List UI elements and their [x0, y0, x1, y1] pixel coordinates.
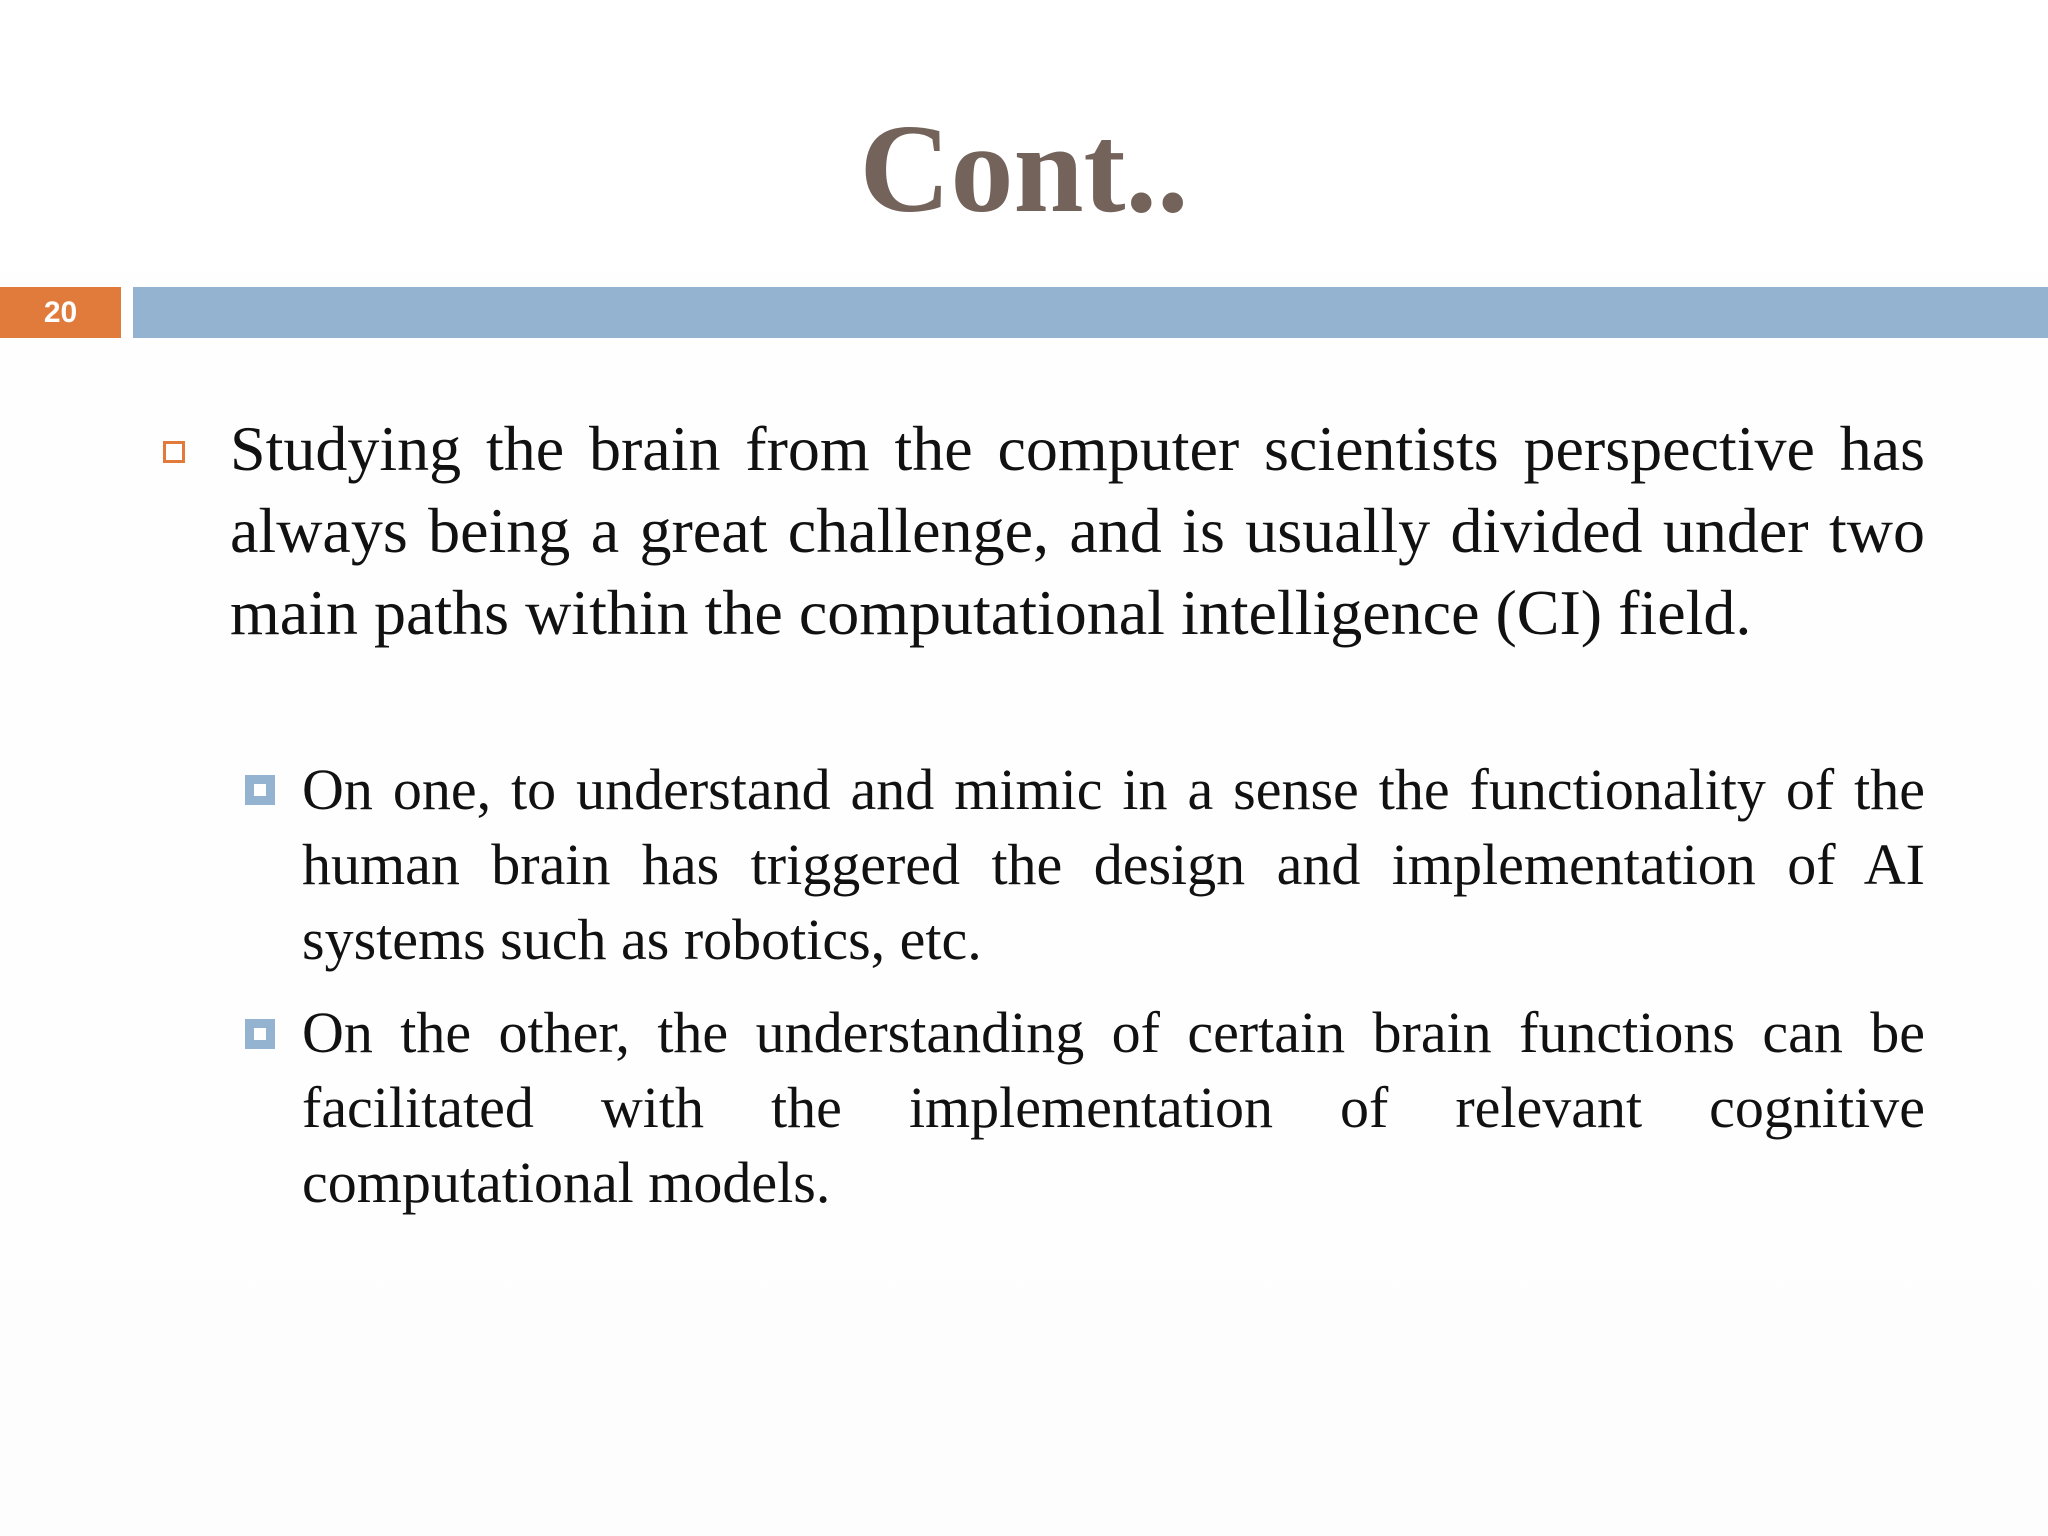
sub-bullet-first: On one, to understand and mimic in a sense the functionality of the human brain has triggered the design and implementation of AI systems such as robotics, etc.: [302, 757, 1925, 972]
hollow-square-icon: [163, 441, 185, 463]
header-divider-bar: [133, 287, 2048, 338]
bullet-main: Studying the brain from the computer scientists perspective has always being a great challenge, and is usually divided under two main paths within the computational intelligence (CI) field.: [230, 413, 1925, 648]
filled-square-icon: [245, 1019, 275, 1049]
slide-title: Cont..: [859, 100, 1189, 239]
filled-square-icon: [245, 775, 275, 805]
page-number-badge: 20: [0, 287, 121, 338]
sub-bullet-second: On the other, the understanding of certain brain functions can be facilitated with the implementation of relevant cognitive computational models.: [302, 1000, 1925, 1215]
